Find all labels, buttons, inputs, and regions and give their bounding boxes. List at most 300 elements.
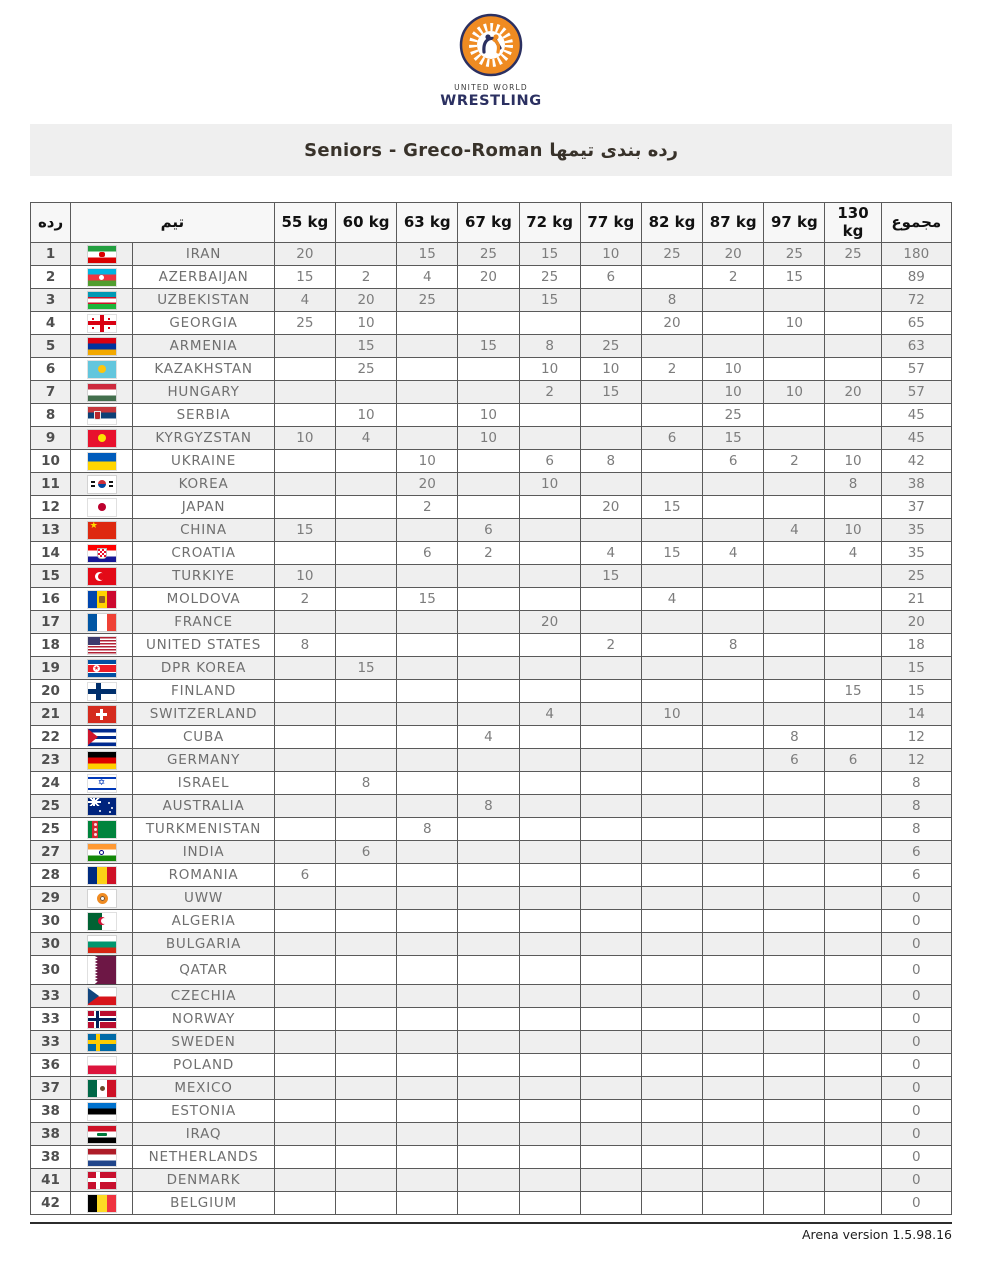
score-cell: 4 [825, 542, 881, 565]
team-name-cell: IRAN [133, 243, 274, 266]
score-cell: 10 [764, 312, 825, 335]
score-cell [764, 1031, 825, 1054]
score-cell: 20 [519, 611, 580, 634]
score-cell [397, 1054, 458, 1077]
rank-cell: 12 [31, 496, 71, 519]
team-name-cell: UKRAINE [133, 450, 274, 473]
total-cell: 0 [881, 910, 951, 933]
total-cell: 180 [881, 243, 951, 266]
weight-column-header-67-kg: 67 kg [458, 203, 519, 243]
score-cell [335, 588, 396, 611]
score-cell [458, 1054, 519, 1077]
total-cell: 18 [881, 634, 951, 657]
table-row [31, 473, 952, 496]
score-cell [641, 519, 702, 542]
score-cell: 15 [703, 427, 764, 450]
score-cell [703, 703, 764, 726]
score-cell [641, 266, 702, 289]
score-cell [641, 910, 702, 933]
score-cell [274, 657, 335, 680]
flag-cell [71, 565, 133, 588]
team-name-cell: ISRAEL [133, 772, 274, 795]
score-cell [274, 473, 335, 496]
flag-ukraine-icon [88, 453, 116, 470]
flag-mexico-icon [88, 1080, 116, 1097]
score-cell [580, 473, 641, 496]
rank-cell: 4 [31, 312, 71, 335]
logo-text-wrestling: WRESTLING [440, 92, 542, 109]
score-cell [641, 634, 702, 657]
flag-india-icon [88, 844, 116, 861]
team-name-cell: CHINA [133, 519, 274, 542]
score-cell [764, 1100, 825, 1123]
score-cell: 8 [519, 335, 580, 358]
rank-cell: 14 [31, 542, 71, 565]
score-cell [825, 933, 881, 956]
version-text: Arena version 1.5.98.16 [801, 1227, 952, 1242]
rank-cell: 41 [31, 1169, 71, 1192]
score-cell [703, 910, 764, 933]
score-cell: 20 [274, 243, 335, 266]
table-row [31, 542, 952, 565]
score-cell [274, 542, 335, 565]
title-band [30, 124, 952, 176]
score-cell [580, 404, 641, 427]
team-column-header: تیم [71, 203, 275, 243]
score-cell: 20 [825, 381, 881, 404]
score-cell [580, 289, 641, 312]
total-cell: 0 [881, 956, 951, 985]
rank-cell: 8 [31, 404, 71, 427]
rank-cell: 13 [31, 519, 71, 542]
score-cell [458, 634, 519, 657]
score-cell [458, 985, 519, 1008]
flag-croatia-icon [88, 545, 116, 562]
table-row [31, 1008, 952, 1031]
flag-cell [71, 473, 133, 496]
score-cell [274, 1031, 335, 1054]
table-row [31, 772, 952, 795]
score-cell [703, 657, 764, 680]
score-cell [703, 933, 764, 956]
flag-cell [71, 1169, 133, 1192]
weight-column-header-77-kg: 77 kg [580, 203, 641, 243]
flag-cell [71, 933, 133, 956]
score-cell [335, 542, 396, 565]
score-cell [580, 588, 641, 611]
score-cell [580, 1077, 641, 1100]
total-cell: 0 [881, 1146, 951, 1169]
score-cell [335, 473, 396, 496]
score-cell: 8 [274, 634, 335, 657]
rank-cell: 33 [31, 1031, 71, 1054]
score-cell [641, 404, 702, 427]
score-cell [458, 772, 519, 795]
score-cell: 6 [825, 749, 881, 772]
score-cell [703, 312, 764, 335]
score-cell [458, 588, 519, 611]
score-cell [397, 611, 458, 634]
score-cell [458, 933, 519, 956]
team-name-cell: ROMANIA [133, 864, 274, 887]
score-cell: 4 [397, 266, 458, 289]
flag-cell [71, 795, 133, 818]
score-cell [825, 703, 881, 726]
total-cell: 0 [881, 985, 951, 1008]
score-cell [764, 335, 825, 358]
flag-cell [71, 427, 133, 450]
score-cell [335, 450, 396, 473]
score-cell: 4 [580, 542, 641, 565]
score-cell [825, 1054, 881, 1077]
score-cell [335, 726, 396, 749]
score-cell: 25 [580, 335, 641, 358]
score-cell: 6 [274, 864, 335, 887]
flag-china-icon [88, 522, 116, 539]
total-cell: 8 [881, 795, 951, 818]
flag-cuba-icon [88, 729, 116, 746]
score-cell: 15 [458, 335, 519, 358]
score-cell [397, 565, 458, 588]
score-cell [519, 588, 580, 611]
score-cell: 10 [397, 450, 458, 473]
score-cell [825, 818, 881, 841]
team-name-cell: QATAR [133, 956, 274, 985]
score-cell [641, 818, 702, 841]
score-cell [764, 1008, 825, 1031]
score-cell [397, 749, 458, 772]
score-cell [458, 1146, 519, 1169]
flag-armenia-icon [88, 338, 116, 355]
score-cell [703, 611, 764, 634]
score-cell [458, 289, 519, 312]
score-cell [703, 335, 764, 358]
score-cell [580, 1192, 641, 1215]
score-cell: 6 [703, 450, 764, 473]
score-cell [703, 1077, 764, 1100]
weight-column-header-130-kg: 130 kg [825, 203, 881, 243]
score-cell: 4 [274, 289, 335, 312]
score-cell: 4 [335, 427, 396, 450]
flag-iran-icon [88, 246, 116, 263]
score-cell: 2 [397, 496, 458, 519]
score-cell [335, 887, 396, 910]
flag-estonia-icon [88, 1103, 116, 1120]
score-cell [825, 312, 881, 335]
score-cell: 6 [458, 519, 519, 542]
table-row [31, 680, 952, 703]
flag-kazakhstan-icon [88, 361, 116, 378]
flag-cell [71, 312, 133, 335]
flag-poland-icon [88, 1057, 116, 1074]
score-cell [703, 1054, 764, 1077]
rank-cell: 22 [31, 726, 71, 749]
team-name-cell: MEXICO [133, 1077, 274, 1100]
score-cell: 10 [458, 404, 519, 427]
score-cell: 15 [825, 680, 881, 703]
score-cell [397, 1123, 458, 1146]
score-cell [519, 565, 580, 588]
score-cell [764, 910, 825, 933]
score-cell [274, 795, 335, 818]
rank-cell: 23 [31, 749, 71, 772]
score-cell [703, 818, 764, 841]
total-cell: 0 [881, 1031, 951, 1054]
score-cell: 10 [580, 243, 641, 266]
table-row [31, 749, 952, 772]
score-cell [458, 473, 519, 496]
score-cell [641, 985, 702, 1008]
score-cell: 8 [703, 634, 764, 657]
score-cell [335, 519, 396, 542]
rank-cell: 7 [31, 381, 71, 404]
score-cell [274, 335, 335, 358]
flag-iraq-icon [88, 1126, 116, 1143]
score-cell [519, 933, 580, 956]
rank-cell: 10 [31, 450, 71, 473]
score-cell [274, 887, 335, 910]
table-row [31, 1169, 952, 1192]
flag-israel-icon [88, 775, 116, 792]
flag-cell [71, 1008, 133, 1031]
flag-cell [71, 588, 133, 611]
flag-romania-icon [88, 867, 116, 884]
score-cell [764, 841, 825, 864]
score-cell: 8 [641, 289, 702, 312]
score-cell [519, 1169, 580, 1192]
score-cell [519, 634, 580, 657]
score-cell [703, 841, 764, 864]
score-cell: 10 [764, 381, 825, 404]
score-cell [458, 358, 519, 381]
score-cell [274, 933, 335, 956]
score-cell [335, 1192, 396, 1215]
score-cell [764, 1123, 825, 1146]
score-cell [274, 910, 335, 933]
score-cell [580, 427, 641, 450]
score-cell [397, 1192, 458, 1215]
total-cell: 0 [881, 1169, 951, 1192]
rank-cell: 3 [31, 289, 71, 312]
score-cell [519, 1008, 580, 1031]
score-cell: 4 [764, 519, 825, 542]
score-cell [825, 841, 881, 864]
flag-algeria-icon [88, 913, 116, 930]
team-name-cell: JAPAN [133, 496, 274, 519]
flag-sweden-icon [88, 1034, 116, 1051]
score-cell [641, 1077, 702, 1100]
table-row [31, 289, 952, 312]
score-cell [397, 657, 458, 680]
team-name-cell: BULGARIA [133, 933, 274, 956]
score-cell [397, 381, 458, 404]
score-cell [397, 933, 458, 956]
team-name-cell: NORWAY [133, 1008, 274, 1031]
flag-usa-icon [88, 637, 116, 654]
score-cell [641, 841, 702, 864]
score-cell [580, 519, 641, 542]
table-row [31, 841, 952, 864]
score-cell [335, 634, 396, 657]
weight-column-header-60-kg: 60 kg [335, 203, 396, 243]
score-cell [519, 1077, 580, 1100]
table-row [31, 703, 952, 726]
weight-column-header-97-kg: 97 kg [764, 203, 825, 243]
flag-cell [71, 289, 133, 312]
score-cell [458, 450, 519, 473]
uww-logo-icon [458, 12, 524, 78]
total-cell: 14 [881, 703, 951, 726]
team-name-cell: SERBIA [133, 404, 274, 427]
score-cell [580, 680, 641, 703]
score-cell [764, 864, 825, 887]
score-cell [274, 1008, 335, 1031]
score-cell [641, 381, 702, 404]
score-cell: 15 [580, 381, 641, 404]
score-cell [335, 1031, 396, 1054]
table-row [31, 1100, 952, 1123]
score-cell: 8 [764, 726, 825, 749]
rank-cell: 33 [31, 985, 71, 1008]
score-cell [703, 680, 764, 703]
score-cell [764, 634, 825, 657]
rank-cell: 2 [31, 266, 71, 289]
table-header-row [31, 203, 952, 243]
score-cell [335, 749, 396, 772]
total-cell: 72 [881, 289, 951, 312]
score-cell [397, 956, 458, 985]
score-cell [519, 985, 580, 1008]
score-cell [825, 634, 881, 657]
flag-belgium-icon [88, 1195, 116, 1212]
score-cell [703, 565, 764, 588]
score-cell: 10 [274, 427, 335, 450]
score-cell [274, 450, 335, 473]
table-row [31, 887, 952, 910]
weight-column-header-63-kg: 63 kg [397, 203, 458, 243]
flag-moldova-icon [88, 591, 116, 608]
team-name-cell: KYRGYZSTAN [133, 427, 274, 450]
score-cell [274, 1054, 335, 1077]
footer [30, 1222, 952, 1242]
score-cell [519, 312, 580, 335]
score-cell [703, 473, 764, 496]
score-cell: 2 [335, 266, 396, 289]
score-cell [703, 795, 764, 818]
score-cell [703, 749, 764, 772]
score-cell [458, 1100, 519, 1123]
rank-cell: 5 [31, 335, 71, 358]
score-cell [335, 910, 396, 933]
score-cell [641, 726, 702, 749]
team-name-cell: MOLDOVA [133, 588, 274, 611]
score-cell [458, 1077, 519, 1100]
score-cell [335, 703, 396, 726]
rank-cell: 6 [31, 358, 71, 381]
team-name-cell: CROATIA [133, 542, 274, 565]
score-cell: 25 [458, 243, 519, 266]
score-cell [641, 473, 702, 496]
score-cell [458, 565, 519, 588]
score-cell [274, 703, 335, 726]
score-cell: 8 [825, 473, 881, 496]
score-cell [397, 841, 458, 864]
rank-column-header: رده [31, 203, 71, 243]
score-cell [641, 611, 702, 634]
score-cell [274, 611, 335, 634]
total-cell: 0 [881, 1192, 951, 1215]
flag-cell [71, 841, 133, 864]
score-cell [580, 1100, 641, 1123]
rank-cell: 18 [31, 634, 71, 657]
score-cell [335, 1100, 396, 1123]
score-cell [580, 703, 641, 726]
team-name-cell: ESTONIA [133, 1100, 274, 1123]
score-cell: 25 [397, 289, 458, 312]
score-cell: 10 [825, 450, 881, 473]
score-cell [641, 335, 702, 358]
score-cell [397, 680, 458, 703]
score-cell [458, 749, 519, 772]
table-row [31, 1123, 952, 1146]
score-cell [641, 772, 702, 795]
flag-azerbaijan-icon [88, 269, 116, 286]
flag-qatar-icon [88, 956, 116, 984]
flag-cell [71, 1192, 133, 1215]
total-cell: 65 [881, 312, 951, 335]
uww-logo [30, 0, 952, 108]
score-cell [641, 933, 702, 956]
score-cell [825, 588, 881, 611]
total-cell: 0 [881, 1100, 951, 1123]
rank-cell: 21 [31, 703, 71, 726]
table-row [31, 910, 952, 933]
table-row [31, 864, 952, 887]
table-row [31, 588, 952, 611]
score-cell [274, 726, 335, 749]
flag-finland-icon [88, 683, 116, 700]
flag-australia-icon [88, 798, 116, 815]
score-cell: 20 [641, 312, 702, 335]
score-cell [641, 565, 702, 588]
score-cell [274, 1077, 335, 1100]
total-cell: 38 [881, 473, 951, 496]
flag-cell [71, 519, 133, 542]
score-cell [397, 795, 458, 818]
score-cell [764, 404, 825, 427]
score-cell [274, 985, 335, 1008]
score-cell [397, 1169, 458, 1192]
rank-cell: 24 [31, 772, 71, 795]
score-cell [641, 680, 702, 703]
score-cell [703, 1192, 764, 1215]
score-cell [641, 1123, 702, 1146]
score-cell [335, 381, 396, 404]
score-cell [703, 1169, 764, 1192]
score-cell: 15 [274, 519, 335, 542]
score-cell: 8 [458, 795, 519, 818]
score-cell [274, 1100, 335, 1123]
flag-georgia-icon [88, 315, 116, 332]
score-cell: 6 [641, 427, 702, 450]
score-cell [764, 956, 825, 985]
rank-cell: 38 [31, 1146, 71, 1169]
flag-cell [71, 542, 133, 565]
score-cell: 6 [764, 749, 825, 772]
score-cell [580, 910, 641, 933]
flag-czechia-icon [88, 988, 116, 1005]
score-cell [703, 887, 764, 910]
